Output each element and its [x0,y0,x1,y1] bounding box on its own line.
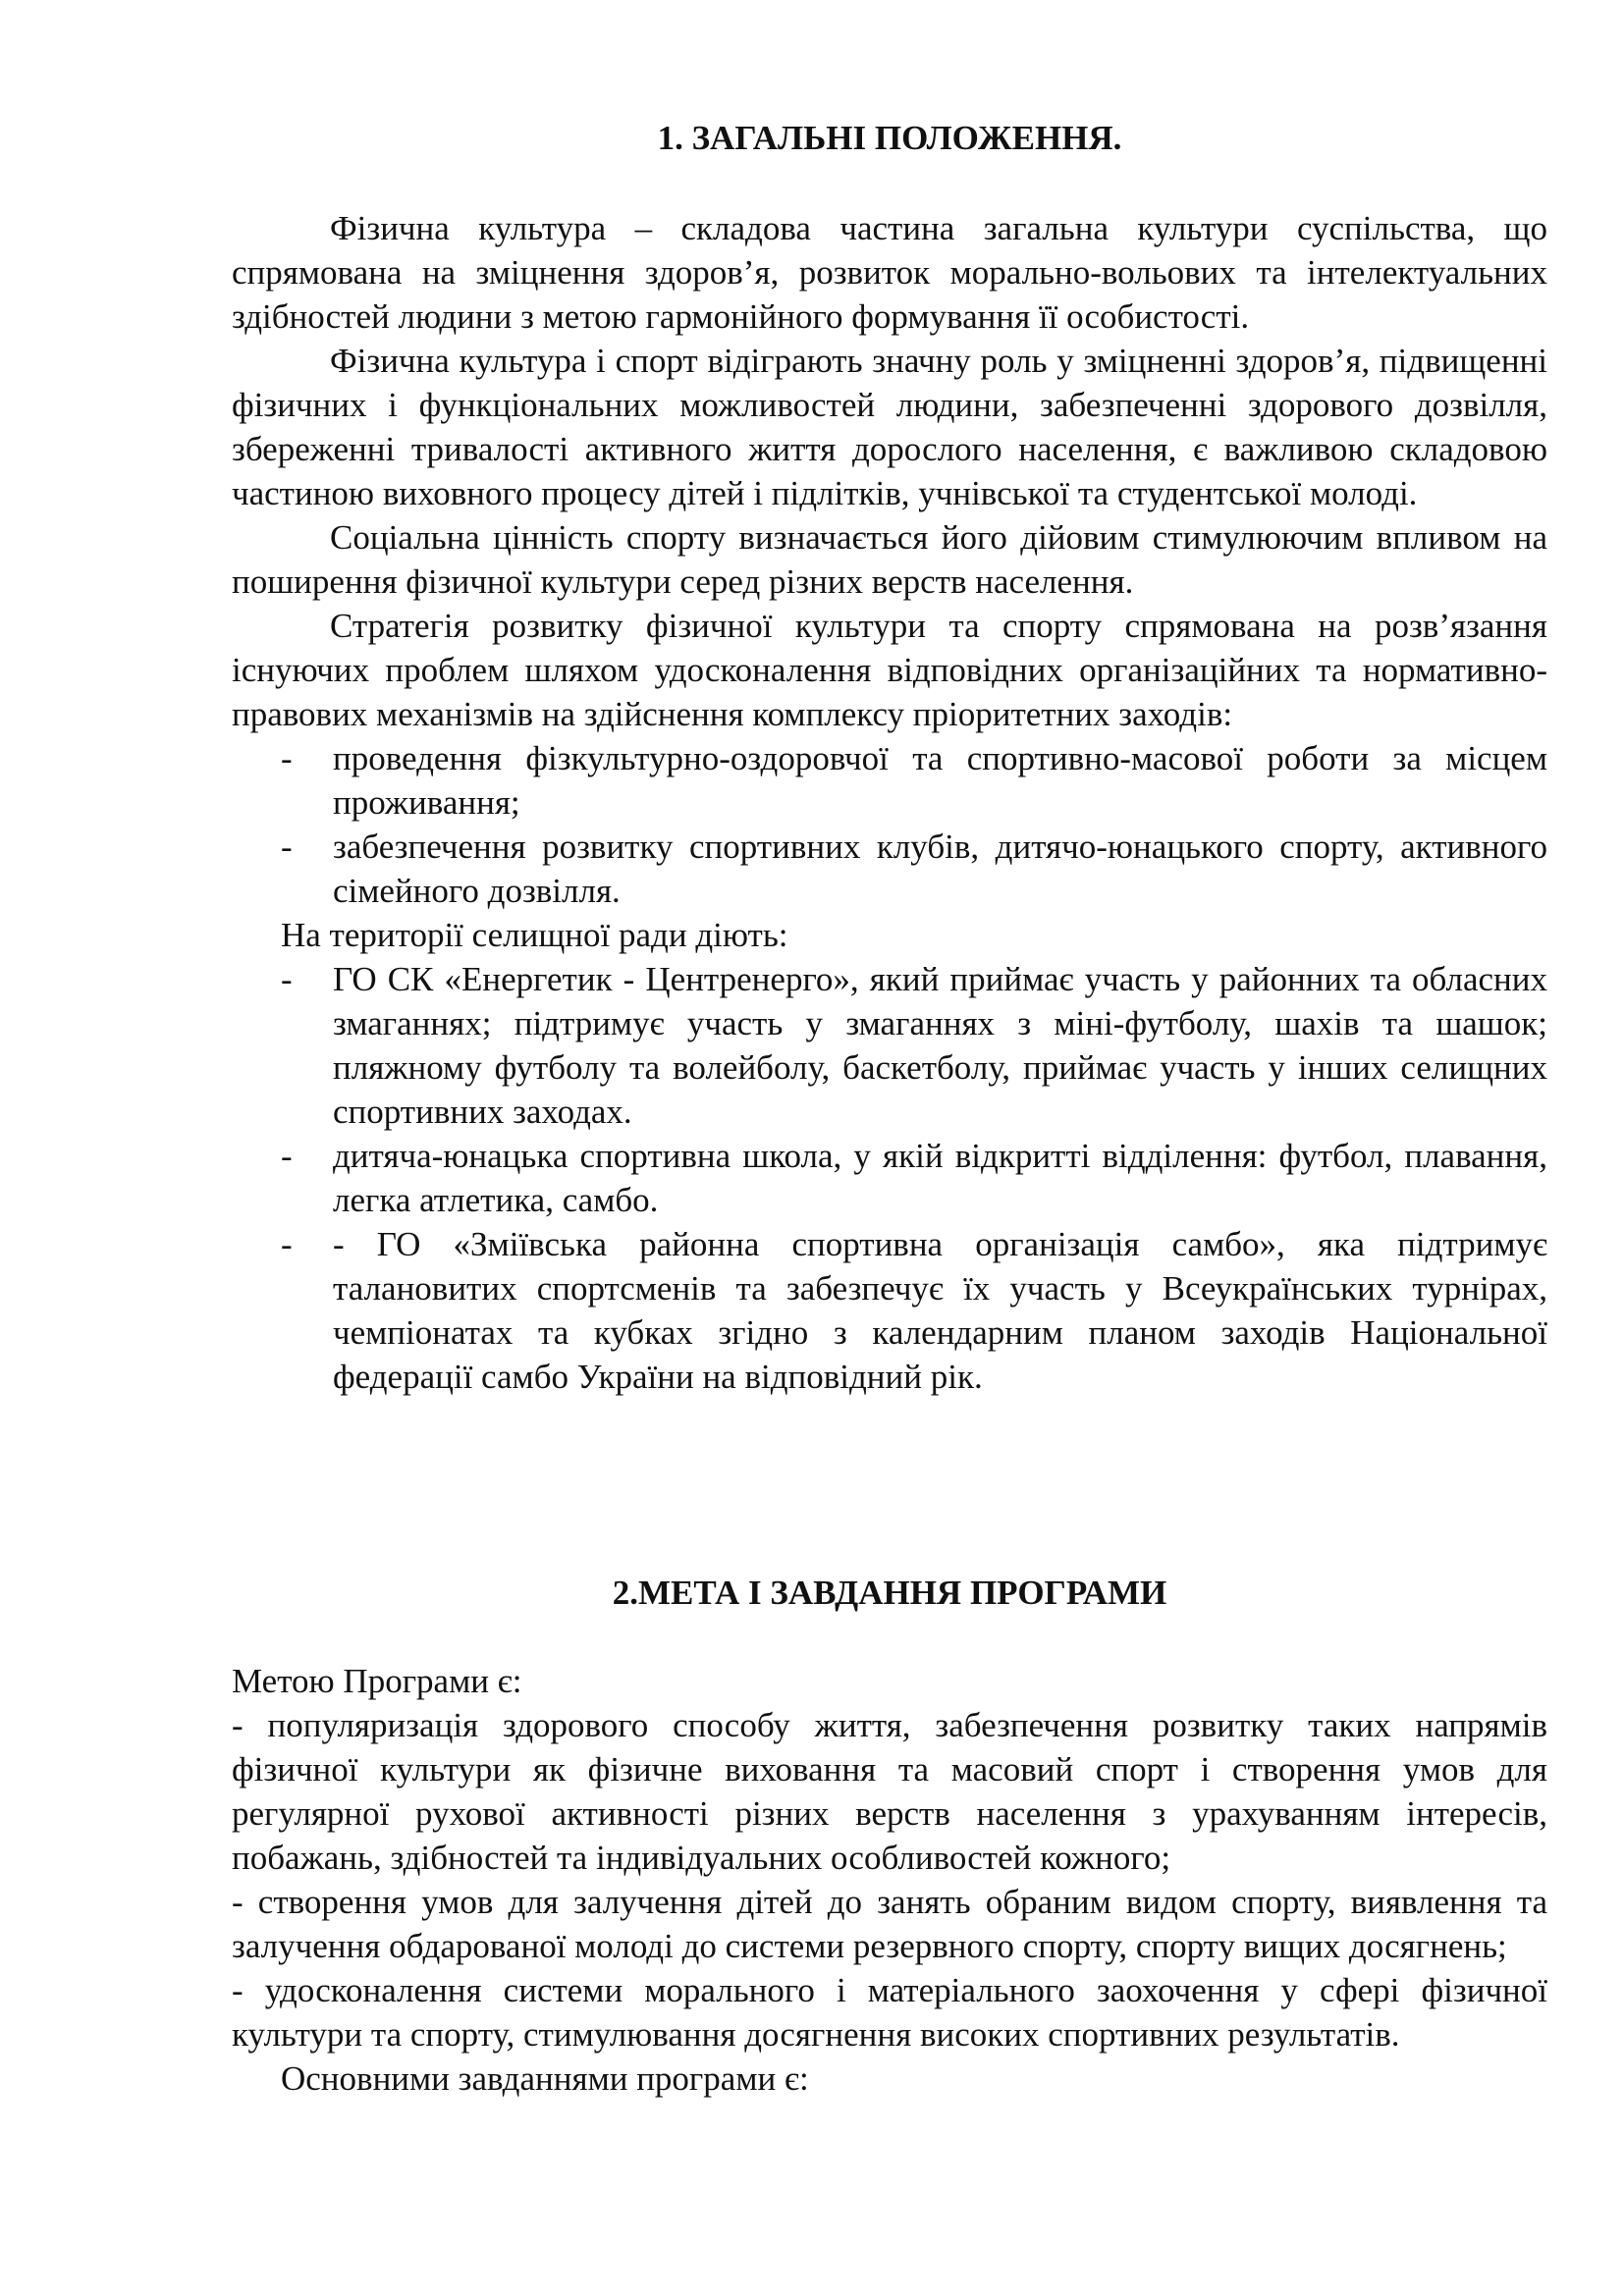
list-bullet: - [281,828,293,866]
section-1-body [232,206,1547,1399]
list-item [232,957,1547,1134]
list-item-text: проведення фізкультурно-оздоровчої та спортивно-масової роботи за місцем проживання; [333,739,1547,822]
paragraph-physical-culture-definition: Фізична культура – складова частина загальна культури суспільства, що спрямована на зміцнення здоров’я, розвиток морально-вольових та інтелектуальних здібностей людини з метою гармонійного формування її особистості. [232,209,1547,336]
organizations-list [232,957,1547,1399]
list-bullet: - [281,739,293,777]
territory-intro: На території селищної ради діють: [281,916,788,954]
section-1-heading: 1. ЗАГАЛЬНІ ПОЛОЖЕННЯ. [657,119,1122,157]
paragraph-social-value: Соціальна цінність спорту визначається його дійовим стимулюючим впливом на поширення фізичної культури серед різних верств населення. [232,518,1547,601]
list-item [232,825,1547,913]
goal-item: - популяризація здорового способу життя, забезпечення розвитку таких напрямів фізичної культури як фізичне виховання та масовий спорт і створення умов для регулярної рухової активності різних верств населення з урахуванням інтересів, побажань, здібностей та індивідуальних особливостей кожного; [232,1706,1547,1877]
tasks-intro: Основними завданнями програми є: [281,2059,809,2098]
list-item-text: ГО СК «Енергетик - Центренерго», який приймає участь у районних та обласних змаганнях; підтримує участь у змаганнях з міні-футболу, шахів та шашок; пляжному футболу та волейболу, баскетболу, приймає участь у інших селищних спортивних заходах. [333,960,1547,1131]
list-item [232,1134,1547,1222]
list-item-text: - ГО «Зміївська районна спортивна організація самбо», яка підтримує талановитих спортсменів та забезпечує їх участь у Всеукраїнських турнірах, чемпіонатах та кубках згідно з календарним планом заходів Національної федерації самбо України на відповідний рік. [333,1225,1547,1396]
goal-item: - удосконалення системи морального і матеріального заохочення у сфері фізичної культури та спорту, стимулювання досягнення високих спортивних результатів. [232,1971,1547,2054]
list-bullet: - [281,1137,293,1175]
list-item-text: дитяча-юнацька спортивна школа, у якій відкритті відділення: футбол, плавання, легка атлетика, самбо. [333,1137,1547,1219]
goal-item: - створення умов для залучення дітей до занять обраним видом спорту, виявлення та залучення обдарованої молоді до системи резервного спорту, спорту вищих досягнень; [232,1883,1547,1965]
paragraph-role-of-sport: Фізична культура і спорт відіграють значну роль у зміцненні здоров’я, підвищенні фізичних і функціональних можливостей людини, забезпеченні здорового дозвілля, збереженні тривалості активного життя дорослого населення, є важливою складовою частиною виховного процесу дітей і підлітків, учнівської та студентської молоді. [232,342,1547,512]
list-bullet: - [281,960,293,998]
section-2-body [232,1659,1547,2101]
priority-measures-list [232,736,1547,913]
list-item [232,1222,1547,1399]
goal-intro: Метою Програми є: [232,1662,522,1700]
list-bullet: - [281,1225,293,1263]
section-2-heading: 2.МЕТА І ЗАВДАННЯ ПРОГРАМИ [612,1574,1167,1612]
paragraph-strategy: Стратегія розвитку фізичної культури та спорту спрямована на розв’язання існуючих проблем шляхом удосконалення відповідних організаційних та нормативно-правових механізмів на здійснення комплексу пріоритетних заходів: [232,607,1547,733]
list-item-text: забезпечення розвитку спортивних клубів, дитячо-юнацького спорту, активного сімейного дозвілля. [333,828,1547,910]
list-item [232,736,1547,825]
